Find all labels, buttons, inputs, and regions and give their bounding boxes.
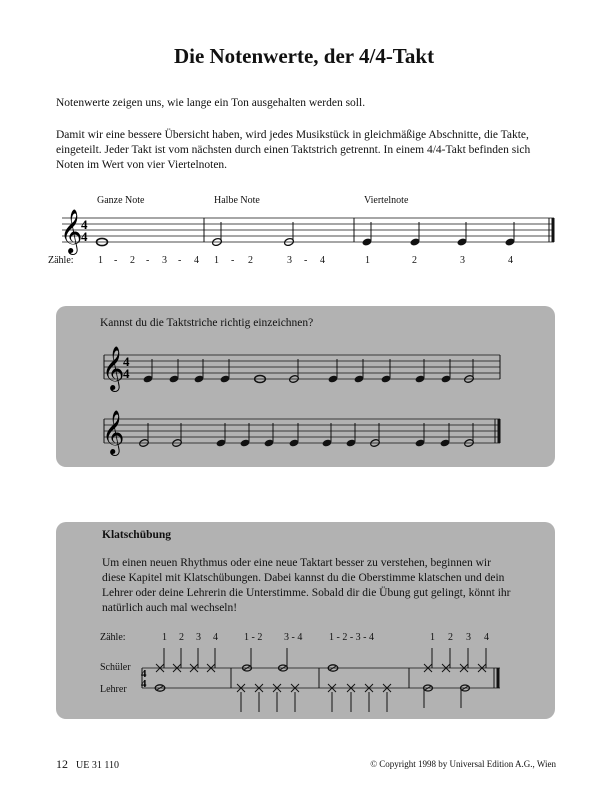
edition-number: UE 31 110 <box>76 760 119 771</box>
count-item: 1 <box>98 255 103 266</box>
page-number: 12 <box>56 757 68 771</box>
count-item: 3 <box>162 255 167 266</box>
bar-paragraph: Damit wir eine bessere Übersicht haben, wird jedes Musikstück in gleichmäßige Abschnitte, die Takte, eingeteilt. Jeder Takt ist vom nächsten durch einen Taktstrich getrennt. In einem 4/4-Takt befinden sich Noten im Wert von vier Viertelnoten. <box>56 129 531 171</box>
quarter-notes <box>362 222 516 247</box>
half-notes <box>212 222 295 247</box>
clap-count: 4 <box>213 632 218 643</box>
count-item: - <box>304 255 308 266</box>
page-title: Die Notenwerte, der 4/4-Takt <box>173 44 435 68</box>
exercise-box <box>56 306 555 467</box>
clapping-text: Um einen neuen Rhythmus oder eine neue Taktart besser zu verstehen, beginnen wir diese Kapitel mit Klatschübungen. Dabei kannst du die Oberstimme klatschen und dein Lehrer oder deine Lehrerin die Unterstimme. Sobald dir die Übung gut gelingt, könnt ihr natürlich auch mal wechseln! <box>102 557 511 614</box>
count-item: 2 <box>248 255 253 266</box>
clap-count: 3 - 4 <box>284 632 303 643</box>
whole-note <box>97 238 108 245</box>
footer-left <box>56 757 119 772</box>
clap-count: 3 <box>466 632 471 643</box>
clap-count-label: Zähle: <box>100 632 126 643</box>
svg-text:4: 4 <box>141 668 147 680</box>
count-item: 1 <box>365 255 370 266</box>
count-item: 4 <box>320 255 325 266</box>
count-item: 3 <box>460 255 465 266</box>
count-item: - <box>231 255 235 266</box>
time-sig-bottom: 4 <box>81 229 88 244</box>
clapping-heading: Klatschübung <box>102 529 172 541</box>
label-quarter-note: Viertelnote <box>364 195 409 206</box>
count-item: - <box>146 255 150 266</box>
clapping-box <box>56 522 555 719</box>
count-item: 1 <box>214 255 219 266</box>
count-item: 2 <box>130 255 135 266</box>
label-half-note: Halbe Note <box>214 195 260 206</box>
count-item: 2 <box>412 255 417 266</box>
clap-count: 2 <box>448 632 453 643</box>
count-item: 4 <box>194 255 199 266</box>
intro-paragraph: Notenwerte zeigen uns, wie lange ein Ton ausgehalten werden soll. <box>56 97 366 109</box>
clap-count: 1 <box>162 632 167 643</box>
svg-text:4: 4 <box>123 354 130 369</box>
treble-clef-icon: 𝄞 <box>102 410 125 454</box>
clap-count: 1 <box>430 632 435 643</box>
clap-count: 3 <box>196 632 201 643</box>
count-item: 4 <box>508 255 513 266</box>
student-label: Schüler <box>100 662 131 673</box>
count-item: - <box>114 255 118 266</box>
label-whole-note: Ganze Note <box>97 195 145 206</box>
count-item: - <box>178 255 182 266</box>
treble-clef-icon: 𝄞 <box>60 209 83 253</box>
svg-text:4: 4 <box>123 366 130 381</box>
teacher-label: Lehrer <box>100 684 127 695</box>
clap-count: 2 <box>179 632 184 643</box>
copyright: © Copyright 1998 by Universal Edition A.G., Wien <box>370 759 556 769</box>
clap-count: 1 - 2 <box>244 632 263 643</box>
time-sig-top: 4 <box>81 217 88 232</box>
clap-count: 1 - 2 - 3 - 4 <box>329 632 374 643</box>
clap-count: 4 <box>484 632 489 643</box>
svg-text:4: 4 <box>141 678 147 690</box>
count-label: Zähle: <box>48 255 74 266</box>
treble-clef-icon: 𝄞 <box>102 346 125 390</box>
count-item: 3 <box>287 255 292 266</box>
exercise-prompt: Kannst du die Taktstriche richtig einzeichnen? <box>100 317 314 329</box>
